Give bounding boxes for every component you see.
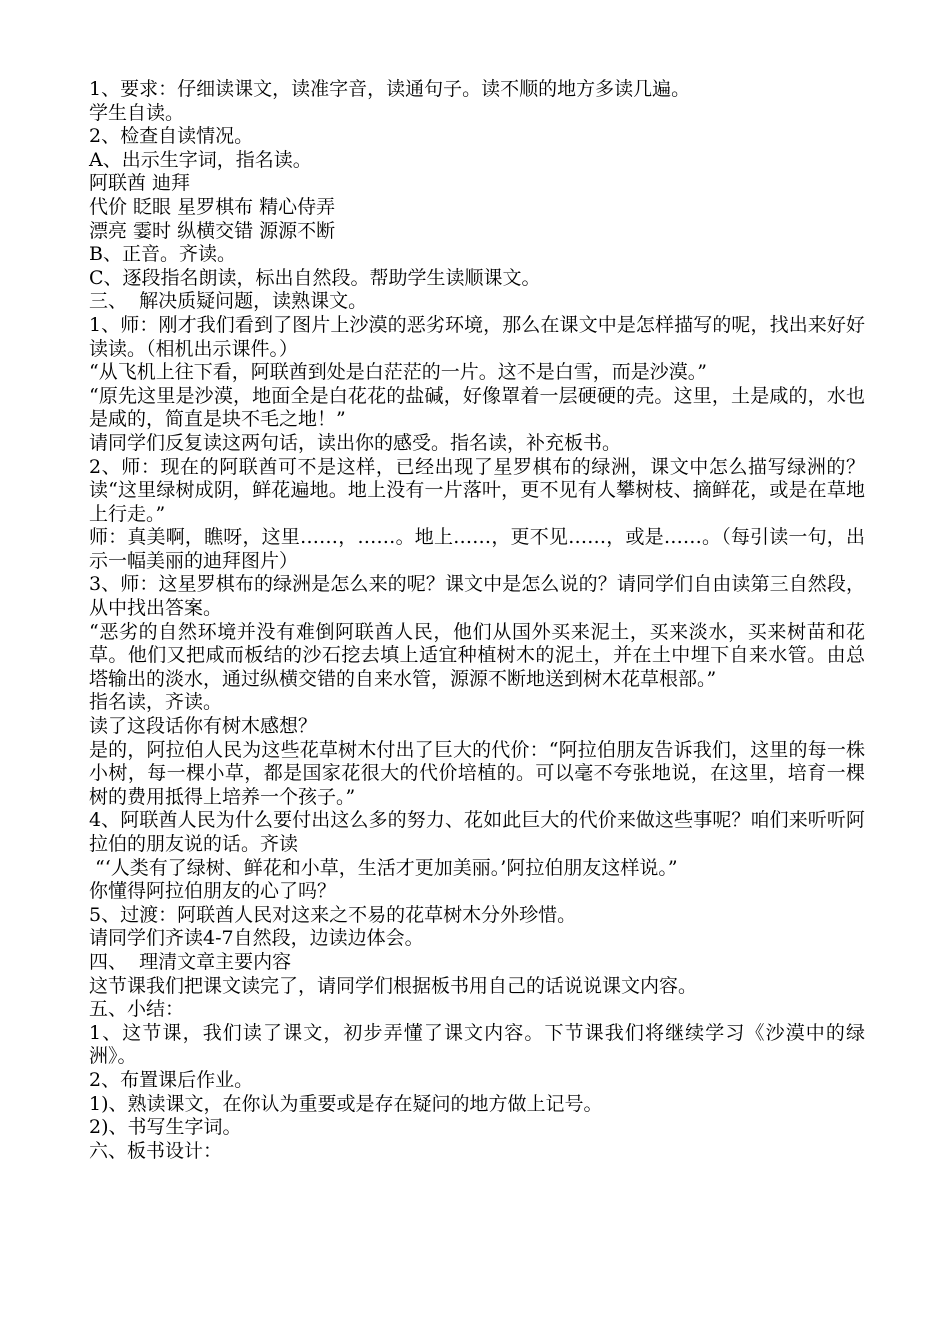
section-heading: 四、 理清文章主要内容	[89, 950, 292, 973]
paragraph: 这节课我们把课文读完了，请同学们根据板书用自己的话说说课文内容。	[89, 974, 698, 997]
paragraph: A、出示生字词，指名读。	[89, 148, 312, 171]
paragraph: 漂亮 霎时 纵横交错 源源不断	[89, 219, 336, 242]
paragraph: 2、布置课后作业。	[89, 1068, 254, 1091]
quote: “从飞机上往下看，阿联酋到处是白茫茫的一片。这不是白雪，而是沙漠。”	[89, 361, 707, 384]
section-heading: 五、小结：	[89, 998, 185, 1021]
paragraph: 4、阿联酋人民为什么要付出这么多的努力、花如此巨大的代价来做这些事呢？咱们来听听阿拉伯的朋友说的话。齐读	[89, 809, 865, 855]
paragraph: C、逐段指名朗读，标出自然段。帮助学生读顺课文。	[89, 266, 541, 289]
paragraph: 1)、熟读课文，在你认为重要或是存在疑问的地方做上记号。	[89, 1092, 603, 1115]
paragraph: 1、师：刚才我们看到了图片上沙漠的恶劣环境，那么在课文中是怎样描写的呢，找出来好好读读。（相机出示课件。）	[89, 313, 865, 360]
section-heading: 六、板书设计：	[89, 1139, 223, 1162]
paragraph: 3、师：这星罗棋布的绿洲是怎么来的呢？课文中是怎么说的？请同学们自由读第三自然段，从中找出答案。	[89, 573, 865, 620]
paragraph: 学生自读。	[89, 101, 185, 124]
section-heading: 三、 解决质疑问题，读熟课文。	[89, 290, 368, 313]
quote: “恶劣的自然环境并没有难倒阿联酋人民，他们从国外买来泥土，买来淡水，买来树苗和花草。他们又把咸而板结的沙石挖去填上适宜种植树木的泥土，并在土中埋下自来水管。由总塔输出的淡水，通过纵横交错的自来水管，源源不断地送到树木花草根部。”	[89, 620, 865, 690]
paragraph: B、正音。齐读。	[89, 243, 236, 266]
quote: “‘人类有了绿树、鲜花和小草，生活才更加美丽。’阿拉伯朋友这样说。”	[89, 856, 678, 879]
paragraph: 你懂得阿拉伯朋友的心了吗？	[89, 880, 337, 903]
paragraph: 代价 眨眼 星罗棋布 精心侍弄	[89, 195, 336, 218]
paragraph: 5、过渡：阿联酋人民对这来之不易的花草树木分外珍惜。	[89, 903, 577, 926]
paragraph: 2)、书写生字词。	[89, 1116, 242, 1139]
paragraph: 指名读，齐读。	[89, 691, 223, 714]
paragraph: 是的，阿拉伯人民为这些花草树木付出了巨大的代价：“阿拉伯朋友告诉我们，这里的每一株小树，每一棵小草，都是国家花很大的代价培植的。可以毫不夸张地说，在这里，培育一棵树的费用抵得上培养一个孩子。”	[89, 738, 865, 808]
paragraph: 读了这段话你有树木感想？	[89, 715, 318, 738]
paragraph: 1、要求：仔细读课文，读准字音，读通句子。读不顺的地方多读几遍。	[89, 78, 691, 100]
paragraph: 请同学们反复读这两句话，读出你的感受。指名读，补充板书。	[89, 431, 622, 454]
quote: “原先这里是沙漠，地面全是白花花的盐碱，好像罩着一层硬硬的壳。这里，土是咸的，水也是咸的，简直是块不毛之地！”	[89, 384, 865, 431]
paragraph: 2、师：现在的阿联酋可不是这样，已经出现了星罗棋布的绿洲，课文中怎么描写绿洲的？读“这里绿树成阴，鲜花遍地。地上没有一片落叶，更不见有人攀树枝、摘鲜花，或是在草地上行走。”	[89, 455, 865, 525]
document-body	[89, 78, 865, 1163]
paragraph: 1、这节课，我们读了课文，初步弄懂了课文内容。下节课我们将继续学习《沙漠中的绿洲》。	[89, 1021, 865, 1068]
paragraph: 阿联酋 迪拜	[89, 172, 191, 195]
paragraph: 请同学们齐读4-7自然段，边读边体会。	[89, 927, 424, 950]
paragraph: 师：真美啊，瞧呀，这里……，……。地上……，更不见……，或是……。（每引读一句，出示一幅美丽的迪拜图片）	[89, 526, 865, 572]
paragraph: 2、检查自读情况。	[89, 125, 254, 148]
